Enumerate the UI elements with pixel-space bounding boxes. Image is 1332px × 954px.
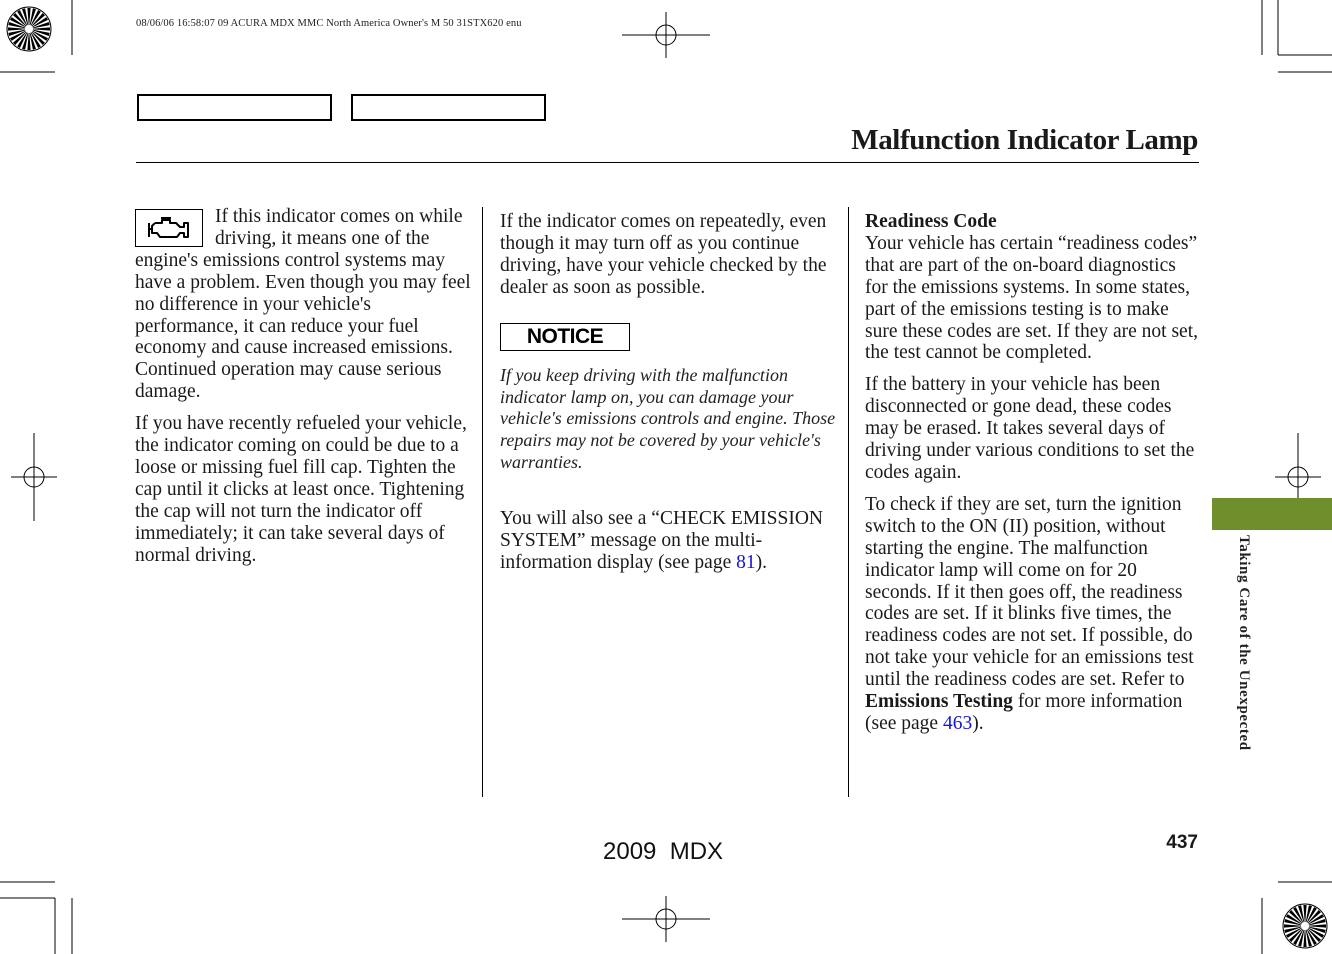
col1-paragraph-1: If this indicator comes on while driving, it means one of the engine's emissions control systems may have a problem. Even though you may feel no difference in your vehicle's performance, it can reduce your fuel economy and cause increased emissions. Continued operation may cause serious damage. bbox=[135, 206, 471, 403]
readiness-section bbox=[865, 211, 1203, 364]
registration-mark-left bbox=[9, 433, 59, 523]
notice-label: NOTICE bbox=[500, 323, 630, 351]
starburst-target-top-left bbox=[5, 5, 53, 53]
column-divider-2 bbox=[848, 207, 849, 797]
col1-paragraph-2: If you have recently refueled your vehicle, the indicator coming on could be due to a loose or missing fuel fill cap. Tighten the cap until it clicks at least once. Tightening the cap will not turn the indicator off immediately; it can take several days of normal driving. bbox=[135, 413, 467, 566]
registration-mark-top bbox=[622, 10, 712, 60]
readiness-heading: Readiness Code bbox=[865, 211, 997, 232]
notice-text: If you keep driving with the malfunction indicator lamp on, you can damage your vehicle's emissions controls and engine. Those repairs may not be covered by your vehicle's warranties. bbox=[500, 364, 836, 473]
page-link-81[interactable]: 81 bbox=[736, 551, 756, 573]
page-number: 437 bbox=[1166, 832, 1198, 853]
col2-paragraph-2 bbox=[500, 508, 836, 574]
column-1 bbox=[135, 206, 473, 577]
section-label: Taking Care of the Unexpected bbox=[1236, 535, 1252, 751]
starburst-target-bottom-right bbox=[1281, 902, 1329, 950]
column-2 bbox=[500, 211, 836, 584]
emissions-testing-reference: Emissions Testing bbox=[865, 691, 1013, 713]
section-tab-marker bbox=[1212, 498, 1332, 530]
col3-paragraph-3 bbox=[865, 494, 1203, 735]
page-title: Malfunction Indicator Lamp bbox=[851, 124, 1198, 156]
column-3 bbox=[865, 211, 1203, 745]
col3-paragraph-1: Your vehicle has certain “readiness codes” that are part of the on-board diagnostics for the emissions systems. In some states, part of the emissions testing is to make sure these codes are set. If they are not set, the test cannot be completed. bbox=[865, 232, 1198, 364]
col3-p3-text: To check if they are set, turn the ignition switch to the ON (II) position, without starting the engine. The malfunction indicator lamp will come on for 20 seconds. If it then goes off, the readiness codes are set. If it blinks five times, the readiness codes are not set. If possible, do not take your vehicle for an emissions test until the readiness codes are set. Refer to bbox=[865, 493, 1194, 691]
page-link-463[interactable]: 463 bbox=[942, 712, 973, 734]
title-divider bbox=[136, 162, 1199, 163]
registration-mark-bottom bbox=[622, 894, 712, 944]
col3-p3-mid: for more information (see page bbox=[865, 691, 1183, 734]
nav-box-left bbox=[137, 94, 332, 121]
column-divider-1 bbox=[482, 207, 483, 797]
engine-check-icon bbox=[135, 209, 203, 247]
col2-p2-end: ). bbox=[755, 551, 767, 573]
col2-p2-text: You will also see a “CHECK EMISSION SYSTEM” message on the multi-information display (see page bbox=[500, 508, 824, 573]
col2-paragraph-1: If the indicator comes on repeatedly, even though it may turn off as you continue driving, have your vehicle checked by the dealer as soon as possible. bbox=[500, 211, 827, 298]
col3-p3-end: ). bbox=[972, 712, 984, 734]
col3-paragraph-2: If the battery in your vehicle has been disconnected or gone dead, these codes may be erased. It takes several days of driving under various conditions to set the codes again. bbox=[865, 374, 1195, 483]
print-metadata: 08/06/06 16:58:07 09 ACURA MDX MMC North America Owner's M 50 31STX620 enu bbox=[136, 18, 522, 29]
nav-box-right bbox=[351, 94, 546, 121]
model-label: 2009 MDX bbox=[603, 838, 724, 865]
